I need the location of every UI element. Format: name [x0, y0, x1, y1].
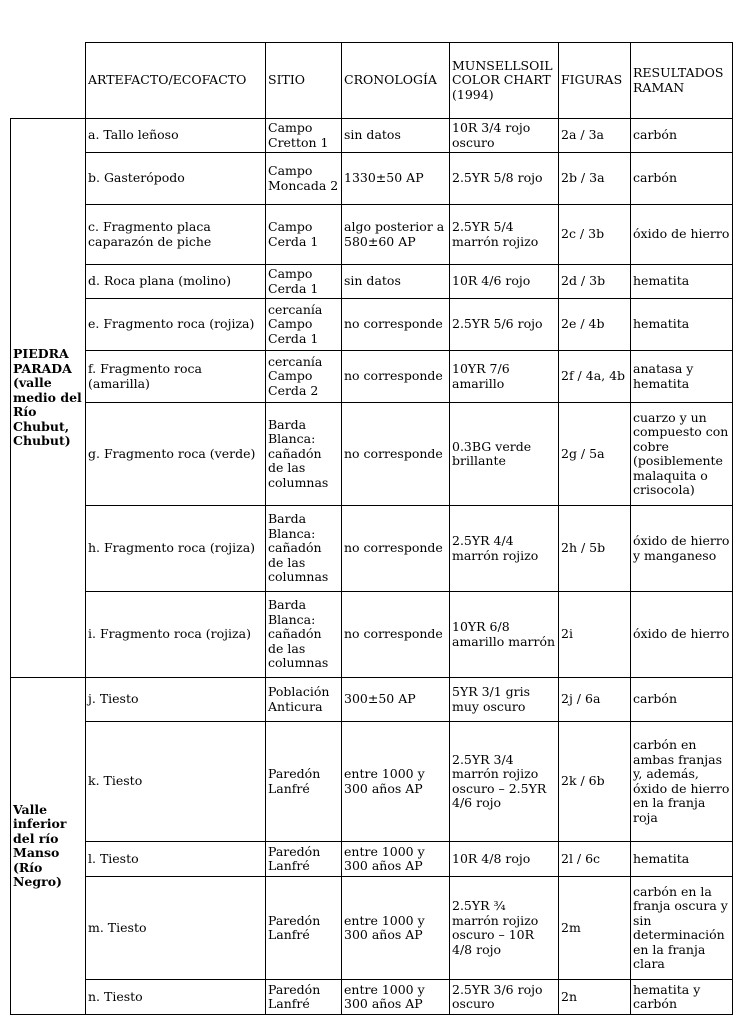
cell-artefacto: i. Fragmento roca (rojiza): [86, 592, 266, 678]
header-row: [11, 43, 733, 119]
cell-color: 2.5YR 5/6 rojo: [450, 299, 559, 351]
header-raman: RESULTADOS RAMAN: [631, 43, 733, 119]
cell-figuras: 2l / 6c: [559, 842, 631, 877]
cell-sitio: Población Anticura: [266, 678, 342, 722]
cell-sitio: Campo Moncada 2: [266, 153, 342, 205]
table-row: [11, 842, 733, 877]
cell-color: 10R 3/4 rojo oscuro: [450, 119, 559, 153]
cell-raman: carbón: [631, 153, 733, 205]
cell-figuras: 2a / 3a: [559, 119, 631, 153]
cell-raman: hematita: [631, 842, 733, 877]
cell-color: 2.5YR 3/6 rojo oscuro: [450, 980, 559, 1015]
cell-cronologia: sin datos: [342, 119, 450, 153]
cell-sitio: Paredón Lanfré: [266, 722, 342, 842]
cell-color: 5YR 3/1 gris muy oscuro: [450, 678, 559, 722]
cell-cronologia: entre 1000 y 300 años AP: [342, 842, 450, 877]
cell-raman: anatasa y hematita: [631, 351, 733, 403]
cell-figuras: 2g / 5a: [559, 403, 631, 506]
cell-figuras: 2n: [559, 980, 631, 1015]
cell-artefacto: e. Fragmento roca (rojiza): [86, 299, 266, 351]
header-figuras: FIGURAS: [559, 43, 631, 119]
header-cronologia: CRONOLOGÍA: [342, 43, 450, 119]
cell-artefacto: d. Roca plana (molino): [86, 265, 266, 299]
cell-cronologia: 1330±50 AP: [342, 153, 450, 205]
table-row: [11, 403, 733, 506]
cell-cronologia: entre 1000 y 300 años AP: [342, 877, 450, 980]
cell-sitio: Paredón Lanfré: [266, 842, 342, 877]
cell-figuras: 2f / 4a, 4b: [559, 351, 631, 403]
artifact-table: [10, 42, 733, 1015]
cell-raman: carbón en ambas franjas y, además, óxido de hierro en la franja roja: [631, 722, 733, 842]
cell-figuras: 2c / 3b: [559, 205, 631, 265]
table-row: [11, 153, 733, 205]
cell-raman: óxido de hierro: [631, 205, 733, 265]
cell-cronologia: sin datos: [342, 265, 450, 299]
cell-artefacto: k. Tiesto: [86, 722, 266, 842]
cell-color: 0.3BG verde brillante: [450, 403, 559, 506]
table-row: [11, 299, 733, 351]
cell-figuras: 2i: [559, 592, 631, 678]
blank-corner: [11, 43, 86, 119]
cell-sitio: Campo Cretton 1: [266, 119, 342, 153]
cell-sitio: Barda Blanca: cañadón de las columnas: [266, 592, 342, 678]
cell-sitio: Paredón Lanfré: [266, 980, 342, 1015]
cell-figuras: 2d / 3b: [559, 265, 631, 299]
cell-sitio: cercanía Campo Cerda 2: [266, 351, 342, 403]
cell-color: 10YR 6/8 amarillo marrón: [450, 592, 559, 678]
cell-sitio: Campo Cerda 1: [266, 205, 342, 265]
cell-sitio: cercanía Campo Cerda 1: [266, 299, 342, 351]
cell-artefacto: m. Tiesto: [86, 877, 266, 980]
cell-cronologia: entre 1000 y 300 años AP: [342, 722, 450, 842]
cell-color: 10R 4/8 rojo: [450, 842, 559, 877]
region-valle-manso: Valle inferior del río Manso (Río Negro): [11, 678, 86, 1015]
cell-raman: carbón en la franja oscura y sin determinación en la franja clara: [631, 877, 733, 980]
cell-raman: óxido de hierro: [631, 592, 733, 678]
cell-raman: carbón: [631, 678, 733, 722]
cell-artefacto: g. Fragmento roca (verde): [86, 403, 266, 506]
cell-raman: hematita y carbón: [631, 980, 733, 1015]
cell-color: 2.5YR 4/4 marrón rojizo: [450, 506, 559, 592]
table-row: [11, 119, 733, 153]
cell-raman: hematita: [631, 265, 733, 299]
cell-sitio: Barda Blanca: cañadón de las columnas: [266, 403, 342, 506]
region-piedra-parada: PIEDRA PARADA (valle medio del Río Chubut, Chubut): [11, 119, 86, 678]
cell-figuras: 2e / 4b: [559, 299, 631, 351]
cell-raman: hematita: [631, 299, 733, 351]
cell-raman: cuarzo y un compuesto con cobre (posiblemente malaquita o crisocola): [631, 403, 733, 506]
cell-sitio: Barda Blanca: cañadón de las columnas: [266, 506, 342, 592]
cell-artefacto: h. Fragmento roca (rojiza): [86, 506, 266, 592]
cell-artefacto: f. Fragmento roca (amarilla): [86, 351, 266, 403]
cell-color: 10R 4/6 rojo: [450, 265, 559, 299]
cell-cronologia: no corresponde: [342, 506, 450, 592]
cell-figuras: 2m: [559, 877, 631, 980]
cell-artefacto: l. Tiesto: [86, 842, 266, 877]
table-row: [11, 877, 733, 980]
cell-artefacto: j. Tiesto: [86, 678, 266, 722]
cell-raman: óxido de hierro y manganeso: [631, 506, 733, 592]
cell-cronologia: algo posterior a 580±60 AP: [342, 205, 450, 265]
cell-figuras: 2h / 5b: [559, 506, 631, 592]
table-row: [11, 678, 733, 722]
cell-cronologia: no corresponde: [342, 299, 450, 351]
table-row: [11, 980, 733, 1015]
table-row: [11, 592, 733, 678]
cell-raman: carbón: [631, 119, 733, 153]
table-row: [11, 265, 733, 299]
cell-cronologia: no corresponde: [342, 403, 450, 506]
cell-cronologia: no corresponde: [342, 351, 450, 403]
cell-cronologia: no corresponde: [342, 592, 450, 678]
table-row: [11, 722, 733, 842]
cell-figuras: 2j / 6a: [559, 678, 631, 722]
table-row: [11, 351, 733, 403]
header-artefacto: ARTEFACTO/ECOFACTO: [86, 43, 266, 119]
cell-artefacto: c. Fragmento placa caparazón de piche: [86, 205, 266, 265]
cell-color: 2.5YR ¾ marrón rojizo oscuro – 10R 4/8 rojo: [450, 877, 559, 980]
cell-figuras: 2k / 6b: [559, 722, 631, 842]
cell-cronologia: entre 1000 y 300 años AP: [342, 980, 450, 1015]
cell-color: 2.5YR 5/4 marrón rojizo: [450, 205, 559, 265]
header-sitio: SITIO: [266, 43, 342, 119]
cell-artefacto: a. Tallo leñoso: [86, 119, 266, 153]
cell-cronologia: 300±50 AP: [342, 678, 450, 722]
cell-figuras: 2b / 3a: [559, 153, 631, 205]
cell-color: 10YR 7/6 amarillo: [450, 351, 559, 403]
cell-sitio: Campo Cerda 1: [266, 265, 342, 299]
cell-artefacto: n. Tiesto: [86, 980, 266, 1015]
cell-color: 2.5YR 3/4 marrón rojizo oscuro – 2.5YR 4/6 rojo: [450, 722, 559, 842]
cell-color: 2.5YR 5/8 rojo: [450, 153, 559, 205]
table-row: [11, 205, 733, 265]
cell-artefacto: b. Gasterópodo: [86, 153, 266, 205]
cell-sitio: Paredón Lanfré: [266, 877, 342, 980]
header-munsell: MUNSELLSOIL COLOR CHART (1994): [450, 43, 559, 119]
table-row: [11, 506, 733, 592]
